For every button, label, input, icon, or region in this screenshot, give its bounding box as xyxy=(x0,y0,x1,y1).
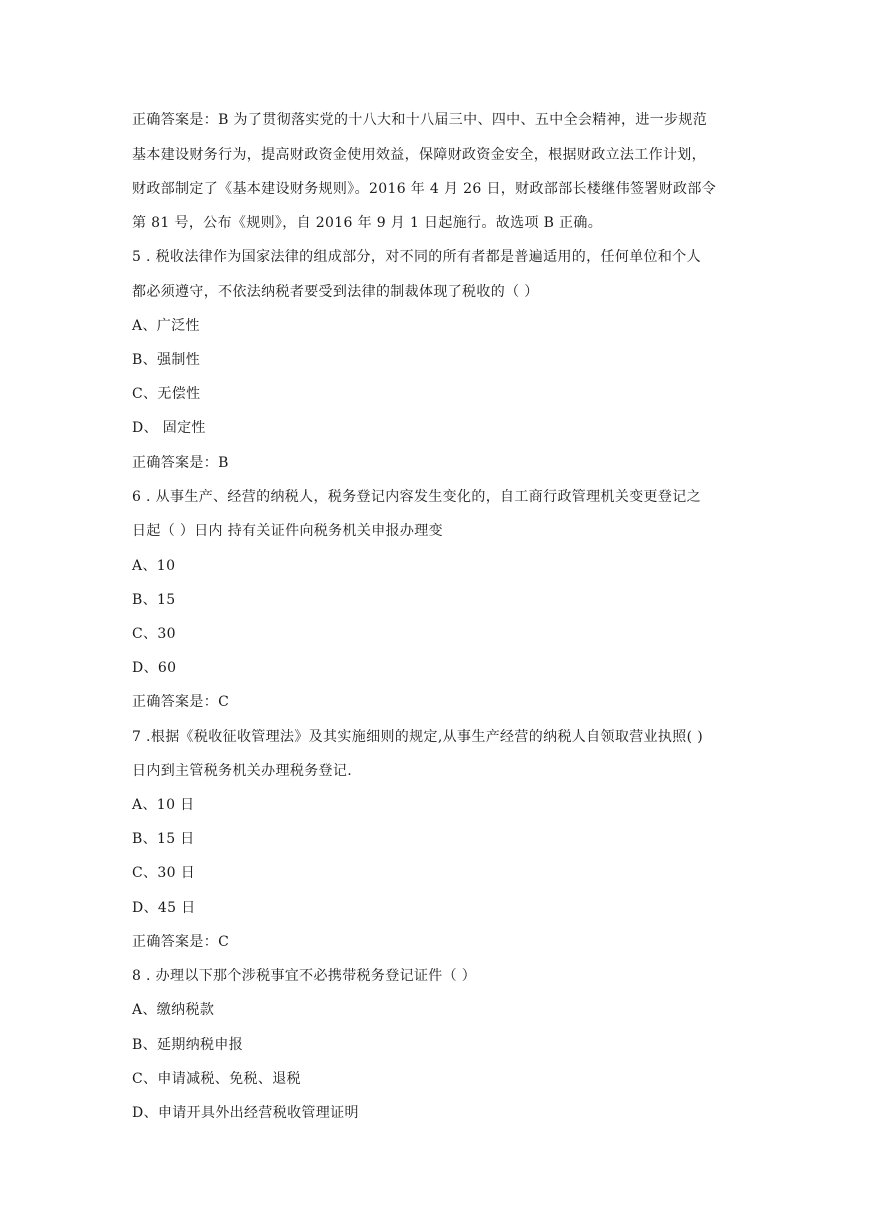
question-7-option-c: C、30 日 xyxy=(132,865,196,881)
question-5-answer: 正确答案是：B xyxy=(132,455,229,471)
question-5-option-a: A、广泛性 xyxy=(132,318,200,334)
question-6-line-1: 6 . 从事生产、经营的纳税人，税务登记内容发生变化的，自工商行政管理机关变更登记之 xyxy=(132,489,701,505)
question-7-option-a: A、10 日 xyxy=(132,797,195,813)
question-5-line-1: 5 . 税收法律作为国家法律的组成部分，对不同的所有者都是普遍适用的，任何单位和个人 xyxy=(132,249,701,265)
question-6-option-a: A、10 xyxy=(132,558,176,574)
question-5-line-2: 都必须遵守，不依法纳税者要受到法律的制裁体现了税收的（ ） xyxy=(132,284,539,300)
answer-4-line-2: 基本建设财务行为，提高财政资金使用效益，保障财政资金安全，根据财政立法工作计划， xyxy=(132,147,706,163)
question-6-option-c: C、30 xyxy=(132,626,176,642)
question-7-option-d: D、45 日 xyxy=(132,900,196,916)
question-6-option-d: D、60 xyxy=(132,660,177,676)
question-6-line-2: 日起（ ）日内 持有关证件向税务机关申报办理变 xyxy=(132,523,443,539)
question-5-option-b: B、强制性 xyxy=(132,352,201,368)
question-7-option-b: B、15 日 xyxy=(132,831,195,847)
question-8-option-a: A、缴纳税款 xyxy=(132,1002,215,1018)
question-7-line-2: 日内到主管税务机关办理税务登记. xyxy=(132,763,353,779)
question-8-option-c: C、申请减税、免税、退税 xyxy=(132,1071,301,1087)
question-5-option-d: D、 固定性 xyxy=(132,420,206,436)
question-6-answer: 正确答案是：C xyxy=(132,694,230,710)
question-5-option-c: C、无偿性 xyxy=(132,386,201,402)
question-7-answer: 正确答案是：C xyxy=(132,934,230,950)
question-8-option-d: D、申请开具外出经营税收管理证明 xyxy=(132,1105,359,1121)
question-8-option-b: B、延期纳税申报 xyxy=(132,1037,244,1053)
question-8-line-1: 8 . 办理以下那个涉税事宜不必携带税务登记证件（ ） xyxy=(132,968,477,984)
answer-4-line-3: 财政部制定了《基本建设财务规则》。2016 年 4 月 26 日，财政部部长楼继伟签署财政部令 xyxy=(132,181,717,197)
answer-4-line-1: 正确答案是：B 为了贯彻落实党的十八大和十八届三中、四中、五中全会精神，进一步规范 xyxy=(132,112,708,128)
question-6-option-b: B、15 xyxy=(132,592,176,608)
answer-4-line-4: 第 81 号，公布《规则》，自 2016 年 9 月 1 日起施行。故选项 B 正确。 xyxy=(132,215,603,231)
question-7-line-1: 7 .根据《税收征收管理法》及其实施细则的规定,从事生产经营的纳税人自领取营业执照( ) xyxy=(132,729,704,745)
